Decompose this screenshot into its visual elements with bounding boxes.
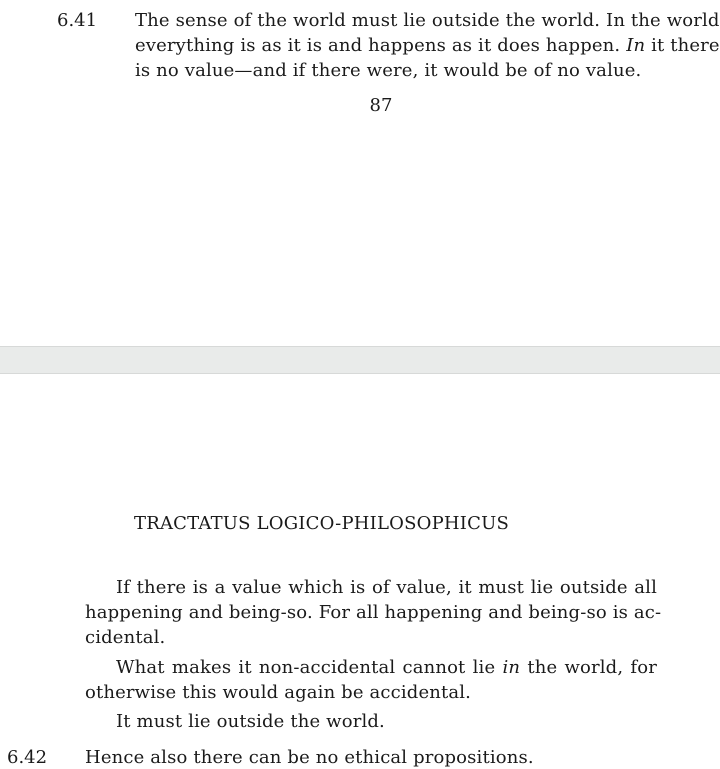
text-run: the world, for	[520, 657, 657, 678]
page-88	[0, 374, 720, 769]
text-line	[135, 33, 720, 58]
text-line: otherwise this would again be accidental.	[85, 682, 472, 703]
italic-emphasis: In	[626, 35, 646, 56]
running-head: TRACTATUS LOGICO-PHILOSOPHICUS	[134, 513, 509, 534]
text-line: happening and being-so. For all happening and being-so is ac-	[85, 602, 662, 623]
text-line	[85, 655, 657, 680]
text-line: Hence also there can be no ethical propositions.	[85, 747, 534, 768]
text-line: is no value—and if there were, it would be of no value.	[135, 60, 642, 81]
page-separator	[0, 346, 720, 374]
page-87	[0, 0, 720, 346]
text-line: If there is a value which is of value, it must lie outside all	[116, 577, 657, 598]
paragraph-outside-world	[85, 709, 657, 734]
text-run: it there	[645, 35, 720, 56]
text-run: What makes it non-accidental cannot lie	[116, 657, 503, 678]
page-number: 87	[369, 95, 393, 116]
text-line: cidental.	[85, 627, 166, 648]
text-line: It must lie outside the world.	[116, 711, 385, 732]
paragraph-value-outside	[85, 575, 662, 650]
paragraph-non-accidental	[85, 655, 657, 705]
proposition-6-42-text	[85, 745, 657, 769]
text-run: everything is as it is and happens as it does happen.	[135, 35, 627, 56]
proposition-number-6-41: 6.41	[57, 10, 98, 31]
proposition-6-41-text	[135, 8, 720, 83]
proposition-number-6-42: 6.42	[7, 747, 48, 768]
italic-emphasis: in	[502, 657, 521, 678]
text-line: The sense of the world must lie outside the world. In the world	[135, 10, 720, 31]
